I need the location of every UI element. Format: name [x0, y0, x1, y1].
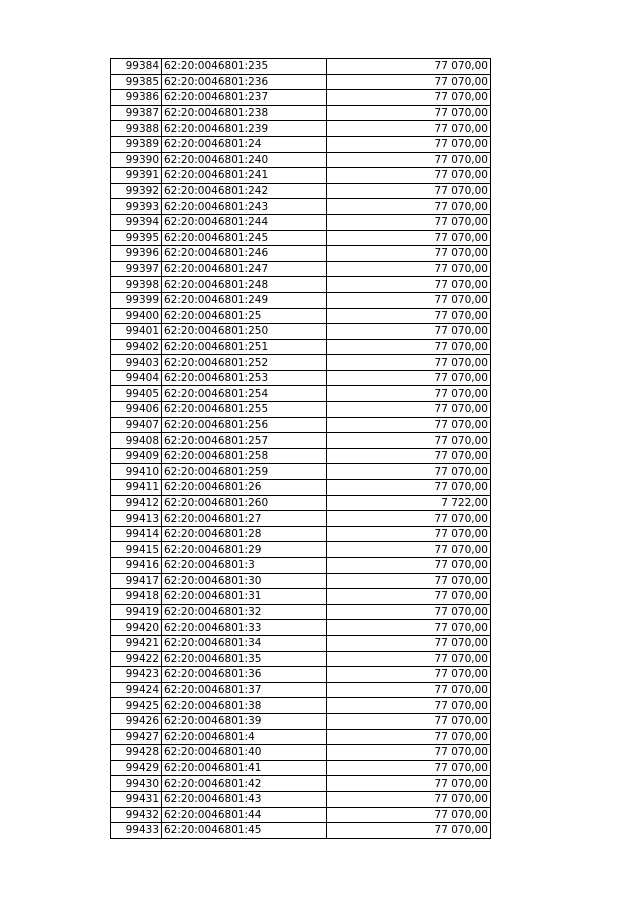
row-number: 99394 [111, 214, 162, 230]
table-row [111, 402, 491, 418]
amount: 77 070,00 [327, 667, 491, 683]
row-number: 99426 [111, 713, 162, 729]
cadastral-number: 62:20:0046801:242 [162, 183, 327, 199]
cadastral-number: 62:20:0046801:240 [162, 152, 327, 168]
row-number: 99433 [111, 823, 162, 839]
table-row [111, 511, 491, 527]
amount: 77 070,00 [327, 90, 491, 106]
cadastral-number: 62:20:0046801:3 [162, 558, 327, 574]
amount: 77 070,00 [327, 635, 491, 651]
cadastral-number: 62:20:0046801:37 [162, 682, 327, 698]
row-number: 99412 [111, 495, 162, 511]
row-number: 99429 [111, 760, 162, 776]
cadastral-number: 62:20:0046801:252 [162, 355, 327, 371]
table-row [111, 635, 491, 651]
table-row [111, 417, 491, 433]
amount: 77 070,00 [327, 370, 491, 386]
amount: 77 070,00 [327, 729, 491, 745]
table-row [111, 324, 491, 340]
table-row [111, 168, 491, 184]
cadastral-number: 62:20:0046801:247 [162, 261, 327, 277]
cadastral-number: 62:20:0046801:34 [162, 635, 327, 651]
table-row [111, 370, 491, 386]
amount: 77 070,00 [327, 168, 491, 184]
cadastral-number: 62:20:0046801:43 [162, 791, 327, 807]
cadastral-number: 62:20:0046801:251 [162, 339, 327, 355]
table-row [111, 433, 491, 449]
table-row [111, 791, 491, 807]
row-number: 99409 [111, 448, 162, 464]
cadastral-number: 62:20:0046801:249 [162, 292, 327, 308]
amount: 77 070,00 [327, 573, 491, 589]
amount: 77 070,00 [327, 682, 491, 698]
amount: 77 070,00 [327, 59, 491, 75]
row-number: 99413 [111, 511, 162, 527]
row-number: 99416 [111, 558, 162, 574]
amount: 77 070,00 [327, 277, 491, 293]
row-number: 99385 [111, 74, 162, 90]
cadastral-number: 62:20:0046801:36 [162, 667, 327, 683]
row-number: 99397 [111, 261, 162, 277]
row-number: 99421 [111, 635, 162, 651]
table-row [111, 261, 491, 277]
cadastral-number: 62:20:0046801:257 [162, 433, 327, 449]
amount: 77 070,00 [327, 807, 491, 823]
table-row [111, 74, 491, 90]
table-row [111, 573, 491, 589]
row-number: 99389 [111, 136, 162, 152]
amount: 77 070,00 [327, 604, 491, 620]
table-row [111, 604, 491, 620]
cadastral-number: 62:20:0046801:31 [162, 589, 327, 605]
cadastral-number: 62:20:0046801:253 [162, 370, 327, 386]
amount: 77 070,00 [327, 339, 491, 355]
row-number: 99403 [111, 355, 162, 371]
amount: 77 070,00 [327, 324, 491, 340]
amount: 77 070,00 [327, 152, 491, 168]
table-row [111, 136, 491, 152]
cadastral-number: 62:20:0046801:260 [162, 495, 327, 511]
amount: 77 070,00 [327, 558, 491, 574]
row-number: 99424 [111, 682, 162, 698]
cadastral-number: 62:20:0046801:259 [162, 464, 327, 480]
cadastral-number: 62:20:0046801:41 [162, 760, 327, 776]
table-row [111, 526, 491, 542]
cadastral-number: 62:20:0046801:255 [162, 402, 327, 418]
cadastral-number: 62:20:0046801:27 [162, 511, 327, 527]
table-row [111, 776, 491, 792]
table-row [111, 105, 491, 121]
amount: 77 070,00 [327, 308, 491, 324]
cadastral-table [110, 58, 491, 839]
table-row [111, 246, 491, 262]
table-row [111, 698, 491, 714]
row-number: 99384 [111, 59, 162, 75]
cadastral-number: 62:20:0046801:35 [162, 651, 327, 667]
cadastral-number: 62:20:0046801:236 [162, 74, 327, 90]
table-row [111, 558, 491, 574]
table-row [111, 542, 491, 558]
row-number: 99417 [111, 573, 162, 589]
row-number: 99425 [111, 698, 162, 714]
row-number: 99406 [111, 402, 162, 418]
table-row [111, 823, 491, 839]
cadastral-number: 62:20:0046801:256 [162, 417, 327, 433]
amount: 77 070,00 [327, 183, 491, 199]
amount: 77 070,00 [327, 402, 491, 418]
table-row [111, 480, 491, 496]
row-number: 99415 [111, 542, 162, 558]
row-number: 99418 [111, 589, 162, 605]
cadastral-number: 62:20:0046801:4 [162, 729, 327, 745]
table-row [111, 277, 491, 293]
table-row [111, 90, 491, 106]
amount: 77 070,00 [327, 823, 491, 839]
amount: 77 070,00 [327, 713, 491, 729]
cadastral-number: 62:20:0046801:42 [162, 776, 327, 792]
cadastral-number: 62:20:0046801:235 [162, 59, 327, 75]
table-row [111, 121, 491, 137]
table-row [111, 729, 491, 745]
cadastral-number: 62:20:0046801:29 [162, 542, 327, 558]
cadastral-number: 62:20:0046801:243 [162, 199, 327, 215]
row-number: 99427 [111, 729, 162, 745]
row-number: 99392 [111, 183, 162, 199]
table-row [111, 339, 491, 355]
amount: 77 070,00 [327, 620, 491, 636]
amount: 77 070,00 [327, 292, 491, 308]
table-row [111, 745, 491, 761]
row-number: 99419 [111, 604, 162, 620]
cadastral-number: 62:20:0046801:248 [162, 277, 327, 293]
cadastral-number: 62:20:0046801:238 [162, 105, 327, 121]
cadastral-number: 62:20:0046801:44 [162, 807, 327, 823]
amount: 77 070,00 [327, 355, 491, 371]
row-number: 99410 [111, 464, 162, 480]
table-row [111, 230, 491, 246]
cadastral-number: 62:20:0046801:246 [162, 246, 327, 262]
row-number: 99391 [111, 168, 162, 184]
row-number: 99404 [111, 370, 162, 386]
table-row [111, 152, 491, 168]
table-body [111, 59, 491, 839]
amount: 77 070,00 [327, 480, 491, 496]
row-number: 99431 [111, 791, 162, 807]
amount: 77 070,00 [327, 745, 491, 761]
row-number: 99387 [111, 105, 162, 121]
amount: 77 070,00 [327, 261, 491, 277]
row-number: 99430 [111, 776, 162, 792]
table-row [111, 495, 491, 511]
table-row [111, 214, 491, 230]
cadastral-number: 62:20:0046801:40 [162, 745, 327, 761]
cadastral-number: 62:20:0046801:244 [162, 214, 327, 230]
row-number: 99408 [111, 433, 162, 449]
cadastral-number: 62:20:0046801:38 [162, 698, 327, 714]
table-row [111, 760, 491, 776]
cadastral-number: 62:20:0046801:30 [162, 573, 327, 589]
table-row [111, 713, 491, 729]
amount: 77 070,00 [327, 74, 491, 90]
table-row [111, 355, 491, 371]
cadastral-number: 62:20:0046801:39 [162, 713, 327, 729]
row-number: 99407 [111, 417, 162, 433]
table-row [111, 183, 491, 199]
table-row [111, 667, 491, 683]
amount: 77 070,00 [327, 760, 491, 776]
row-number: 99386 [111, 90, 162, 106]
row-number: 99399 [111, 292, 162, 308]
row-number: 99395 [111, 230, 162, 246]
amount: 77 070,00 [327, 526, 491, 542]
row-number: 99411 [111, 480, 162, 496]
amount: 77 070,00 [327, 386, 491, 402]
table-row [111, 292, 491, 308]
amount: 77 070,00 [327, 791, 491, 807]
cadastral-number: 62:20:0046801:33 [162, 620, 327, 636]
amount: 77 070,00 [327, 121, 491, 137]
amount: 77 070,00 [327, 105, 491, 121]
amount: 77 070,00 [327, 542, 491, 558]
amount: 77 070,00 [327, 199, 491, 215]
table-row [111, 386, 491, 402]
row-number: 99401 [111, 324, 162, 340]
table-row [111, 464, 491, 480]
row-number: 99432 [111, 807, 162, 823]
row-number: 99405 [111, 386, 162, 402]
row-number: 99414 [111, 526, 162, 542]
amount: 7 722,00 [327, 495, 491, 511]
cadastral-number: 62:20:0046801:25 [162, 308, 327, 324]
cadastral-number: 62:20:0046801:24 [162, 136, 327, 152]
row-number: 99422 [111, 651, 162, 667]
amount: 77 070,00 [327, 136, 491, 152]
amount: 77 070,00 [327, 230, 491, 246]
cadastral-number: 62:20:0046801:28 [162, 526, 327, 542]
table-row [111, 682, 491, 698]
amount: 77 070,00 [327, 511, 491, 527]
row-number: 99423 [111, 667, 162, 683]
amount: 77 070,00 [327, 698, 491, 714]
table-row [111, 620, 491, 636]
cadastral-number: 62:20:0046801:32 [162, 604, 327, 620]
amount: 77 070,00 [327, 448, 491, 464]
table-row [111, 807, 491, 823]
cadastral-number: 62:20:0046801:45 [162, 823, 327, 839]
amount: 77 070,00 [327, 433, 491, 449]
row-number: 99400 [111, 308, 162, 324]
cadastral-number: 62:20:0046801:258 [162, 448, 327, 464]
table-row [111, 59, 491, 75]
row-number: 99390 [111, 152, 162, 168]
row-number: 99396 [111, 246, 162, 262]
amount: 77 070,00 [327, 651, 491, 667]
table-row [111, 199, 491, 215]
table-row [111, 589, 491, 605]
cadastral-number: 62:20:0046801:250 [162, 324, 327, 340]
amount: 77 070,00 [327, 214, 491, 230]
row-number: 99428 [111, 745, 162, 761]
table-row [111, 448, 491, 464]
amount: 77 070,00 [327, 776, 491, 792]
cadastral-number: 62:20:0046801:26 [162, 480, 327, 496]
row-number: 99402 [111, 339, 162, 355]
cadastral-number: 62:20:0046801:237 [162, 90, 327, 106]
amount: 77 070,00 [327, 417, 491, 433]
cadastral-number: 62:20:0046801:241 [162, 168, 327, 184]
amount: 77 070,00 [327, 464, 491, 480]
table-row [111, 308, 491, 324]
table-row [111, 651, 491, 667]
row-number: 99393 [111, 199, 162, 215]
row-number: 99398 [111, 277, 162, 293]
cadastral-number: 62:20:0046801:254 [162, 386, 327, 402]
cadastral-number: 62:20:0046801:239 [162, 121, 327, 137]
row-number: 99388 [111, 121, 162, 137]
amount: 77 070,00 [327, 589, 491, 605]
row-number: 99420 [111, 620, 162, 636]
cadastral-number: 62:20:0046801:245 [162, 230, 327, 246]
amount: 77 070,00 [327, 246, 491, 262]
